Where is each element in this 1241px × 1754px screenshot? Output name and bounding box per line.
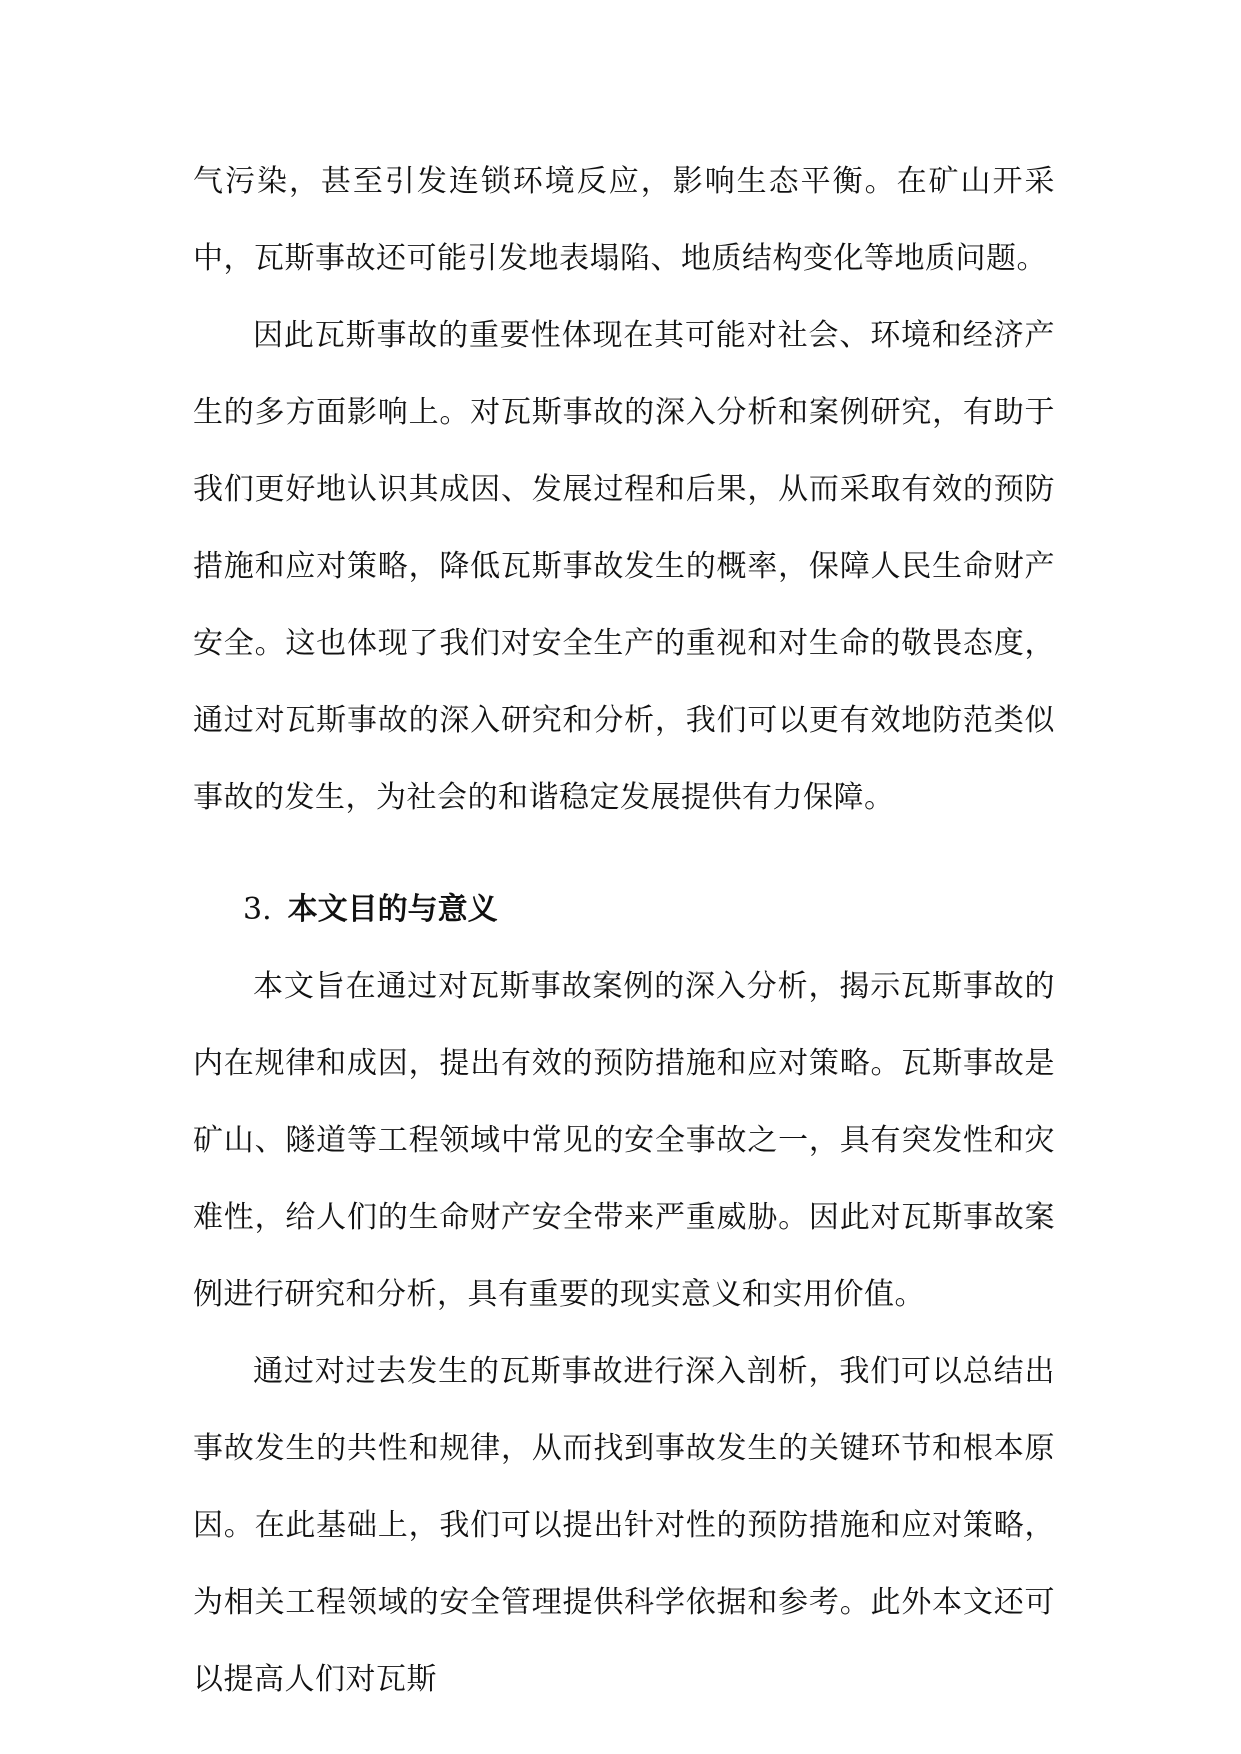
section-heading [193, 871, 1055, 948]
paragraph-continued: 气污染，甚至引发连锁环境反应，影响生态平衡。在矿山开采中，瓦斯事故还可能引发地表塌陷、地质结构变化等地质问题。 [193, 164, 1055, 276]
section-number: 3. [243, 892, 272, 927]
document-body [193, 143, 1055, 1718]
paragraph-purpose: 本文旨在通过对瓦斯事故案例的深入分析，揭示瓦斯事故的内在规律和成因，提出有效的预防措施和应对策略。瓦斯事故是矿山、隧道等工程领域中常见的安全事故之一，具有突发性和灾难性，给人们的生命财产安全带来严重威胁。因此对瓦斯事故案例进行研究和分析，具有重要的现实意义和实用价值。 [193, 969, 1055, 1312]
paragraph-significance: 通过对过去发生的瓦斯事故进行深入剖析，我们可以总结出事故发生的共性和规律，从而找到事故发生的关键环节和根本原因。在此基础上，我们可以提出针对性的预防措施和应对策略，为相关工程领域的安全管理提供科学依据和参考。此外本文还可以提高人们对瓦斯 [193, 1354, 1055, 1697]
paragraph-importance: 因此瓦斯事故的重要性体现在其可能对社会、环境和经济产生的多方面影响上。对瓦斯事故的深入分析和案例研究，有助于我们更好地认识其成因、发展过程和后果，从而采取有效的预防措施和应对策略，降低瓦斯事故发生的概率，保障人民生命财产安全。这也体现了我们对安全生产的重视和对生命的敬畏态度，通过对瓦斯事故的深入研究和分析，我们可以更有效地防范类似事故的发生，为社会的和谐稳定发展提供有力保障。 [193, 318, 1055, 815]
section-title: 本文目的与意义 [287, 892, 498, 927]
